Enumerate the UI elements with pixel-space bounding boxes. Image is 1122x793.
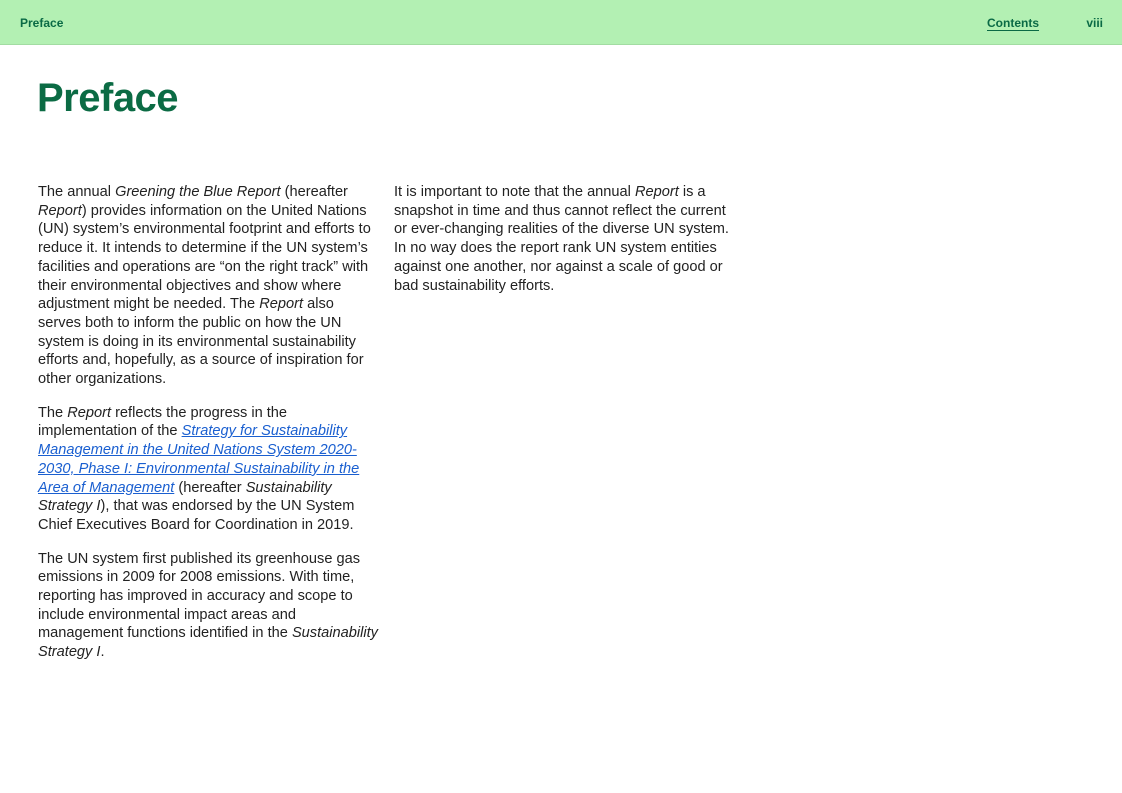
- paragraph-snapshot: It is important to note that the annual Report is a snapshot in time and thus cannot reflect the current or ever-changing realities of the diverse UN system. In no way does the report rank UN system entities against one another, nor against a scale of good or bad sustainability efforts.: [394, 184, 729, 294]
- paragraph-strategy: The Report reflects the progress in the implementation of the Strategy for Sustainability Management in the United Nations System 2020-2030, Phase I: Environmental Sustainability in the Area of Management (hereafter Sustainability Strategy I), that was endorsed by the UN System Chief Executives Board for Coordination in 2019.: [38, 404, 360, 533]
- header-bar: [0, 0, 1122, 45]
- page-number: viii: [1086, 16, 1103, 30]
- text-column-left: [38, 183, 378, 677]
- page-title: Preface: [37, 76, 179, 120]
- text-column-right: [394, 183, 729, 310]
- contents-link[interactable]: Contents: [987, 16, 1039, 30]
- paragraph-history: The UN system first published its greenhouse gas emissions in 2009 for 2008 emissions. With time, reporting has improved in accuracy and scope to include environmental impact areas and management functions identified in the Sustainability Strategy I.: [38, 550, 378, 661]
- paragraph-intro: The annual Greening the Blue Report (hereafter Report) provides information on the United Nations (UN) system’s environmental footprint and efforts to reduce it. It intends to determine if the UN system’s facilities and operations are “on the right track” with their environmental objectives and show where adjustment might be needed. The Report also serves both to inform the public on how the UN system is doing in its environmental sustainability efforts and, hopefully, as a source of inspiration for other organizations.: [38, 184, 371, 388]
- section-label: Preface: [20, 16, 64, 30]
- strategy-link[interactable]: Strategy for Sustainability Management in the United Nations System 2020-2030, Phase I: Environmental Sustainability in the Area of Management: [38, 423, 360, 496]
